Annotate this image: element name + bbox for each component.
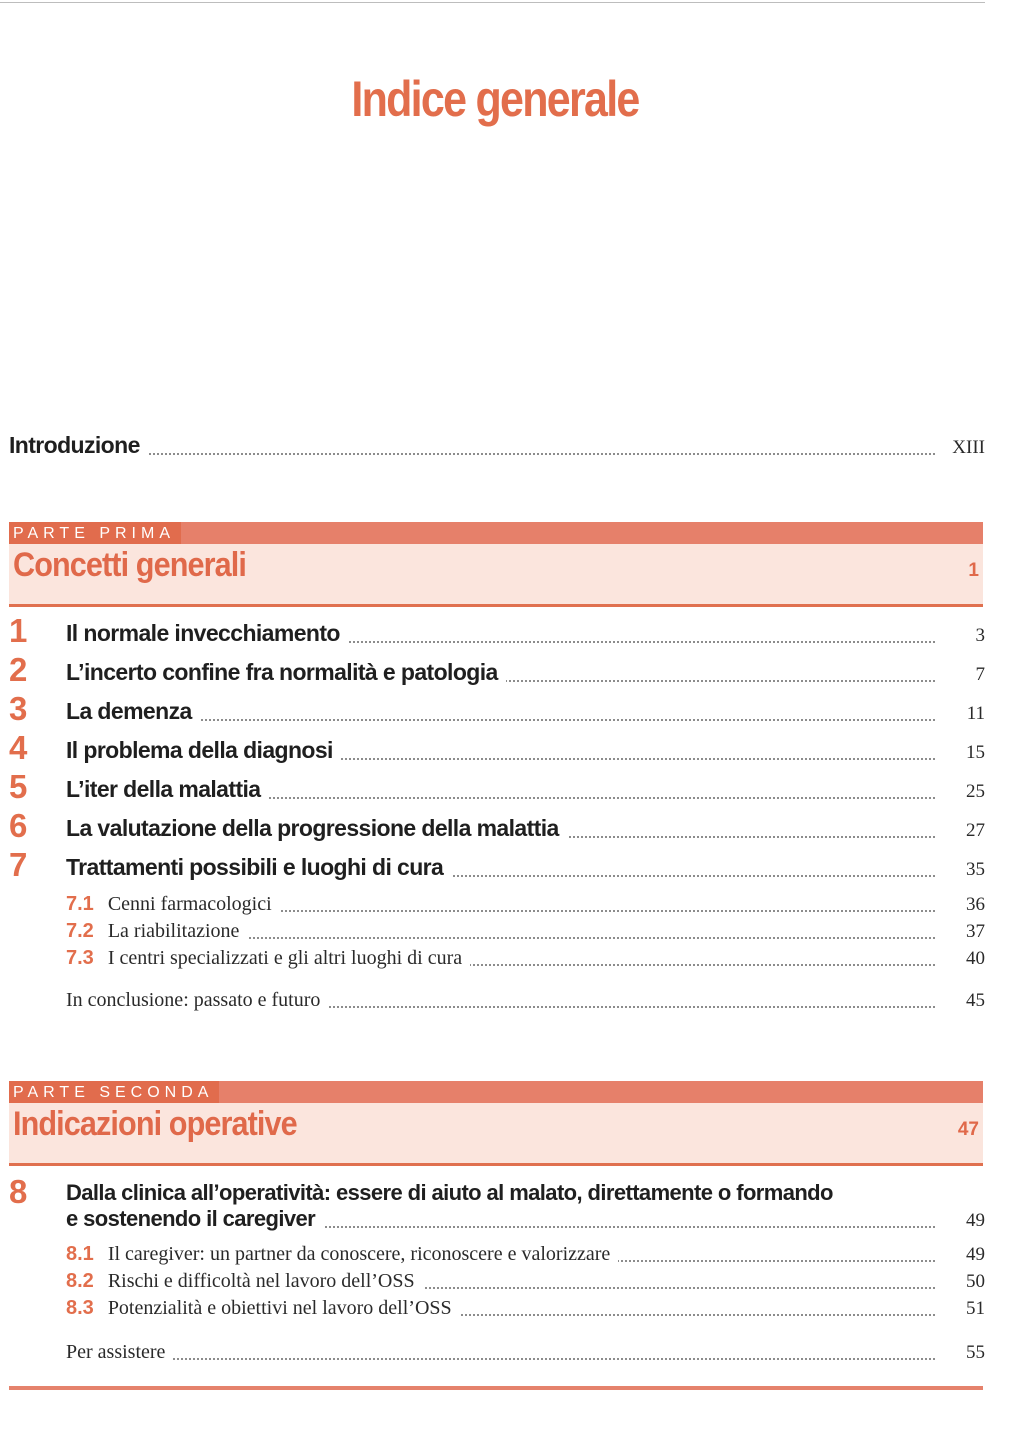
chapter-page: 11 [957, 703, 985, 725]
part-title: Indicazioni operative [13, 1105, 297, 1143]
chapter-title: Il problema della diagnosi [66, 737, 341, 764]
chapter-number: 5 [9, 768, 28, 805]
section-title: Il caregiver: un partner da conoscere, riconoscere e valorizzare [107, 1243, 611, 1265]
section-number: 8.3 [66, 1297, 94, 1319]
bottom-rule [9, 1386, 983, 1390]
chapter-title-line2: e sostenendo il caregiver [66, 1206, 323, 1232]
section-title-wrap [66, 1297, 460, 1320]
chapter-title: Trattamenti possibili e luoghi di cura [66, 854, 451, 881]
section-title-wrap [66, 920, 247, 943]
part-title: Concetti generali [13, 546, 246, 584]
toc-chapter-1[interactable] [0, 612, 985, 650]
part-header-parte-prima[interactable] [9, 522, 983, 607]
section-title-wrap [66, 947, 470, 970]
toc-entry-label: Introduzione [9, 432, 148, 459]
chapter-page: 7 [966, 664, 986, 686]
toc-chapter-4[interactable] [0, 729, 985, 767]
chapter-page: 25 [956, 781, 985, 803]
entry-page: 45 [956, 990, 985, 1012]
part-page: 1 [968, 560, 979, 581]
part-header-parte-seconda[interactable] [9, 1081, 983, 1166]
part-kicker: PARTE PRIMA [9, 522, 181, 544]
section-title: I centri specializzati e gli altri luoghi di cura [107, 947, 463, 969]
toc-entry-introduzione[interactable] [0, 432, 985, 462]
section-number: 7.3 [66, 947, 94, 969]
dot-leader [66, 1358, 935, 1360]
entry-title: In conclusione: passato e futuro [66, 989, 328, 1012]
section-page: 49 [956, 1244, 985, 1266]
toc-section-7-1[interactable] [0, 893, 985, 919]
toc-section-8-3[interactable] [0, 1297, 985, 1323]
section-page: 36 [956, 894, 985, 916]
section-number: 7.1 [66, 893, 94, 915]
toc-chapter-5[interactable] [0, 768, 985, 806]
chapter-number: 7 [9, 846, 28, 883]
toc-chapter-8-cont[interactable] [0, 1205, 985, 1235]
toc-entry-in-conclusione[interactable] [0, 989, 985, 1015]
section-title-wrap [66, 1243, 618, 1266]
page-title: Indice generale [351, 70, 639, 127]
section-number: 7.2 [66, 920, 94, 942]
dot-leader [9, 453, 935, 455]
chapter-number: 1 [9, 612, 28, 649]
chapter-title: La valutazione della progressione della malattia [66, 815, 567, 842]
toc-chapter-2[interactable] [0, 651, 985, 689]
section-title: Cenni farmacologici [107, 893, 272, 915]
entry-title: Per assistere [66, 1341, 173, 1364]
entry-page: 55 [956, 1342, 985, 1364]
toc-section-7-2[interactable] [0, 920, 985, 946]
chapter-title: Il normale invecchiamento [66, 620, 348, 647]
chapter-number: 8 [9, 1173, 28, 1210]
section-number: 8.2 [66, 1270, 94, 1292]
chapter-title-line1: Dalla clinica all’operatività: essere di aiuto al malato, direttamente o formando [66, 1180, 841, 1206]
section-title-wrap [66, 1270, 423, 1293]
toc-entry-page: XIII [942, 437, 985, 459]
section-title-wrap [66, 893, 280, 916]
chapter-number: 2 [9, 651, 28, 688]
chapter-title: La demenza [66, 698, 200, 725]
section-number: 8.1 [66, 1243, 94, 1265]
chapter-page: 15 [956, 742, 985, 764]
top-rule [0, 2, 985, 3]
chapter-page: 27 [956, 820, 985, 842]
section-page: 40 [956, 948, 985, 970]
section-title: La riabilitazione [107, 920, 240, 942]
toc-entry-per-assistere[interactable] [0, 1341, 985, 1367]
toc-chapter-3[interactable] [0, 690, 985, 728]
part-page: 47 [957, 1119, 979, 1140]
toc-chapter-6[interactable] [0, 807, 985, 845]
part-kicker: PARTE SECONDA [9, 1081, 219, 1103]
toc-section-7-3[interactable] [0, 947, 985, 973]
toc-section-8-2[interactable] [0, 1270, 985, 1296]
chapter-page: 49 [956, 1210, 985, 1232]
section-page: 50 [956, 1271, 985, 1293]
toc-section-8-1[interactable] [0, 1243, 985, 1269]
chapter-number: 3 [9, 690, 28, 727]
toc-chapter-8[interactable] [0, 1173, 985, 1210]
section-page: 51 [956, 1298, 985, 1320]
chapter-title: L’incerto confine fra normalità e patologia [66, 659, 506, 686]
chapter-page: 3 [966, 625, 986, 647]
chapter-title: L’iter della malattia [66, 776, 268, 803]
chapter-page: 35 [956, 859, 985, 881]
chapter-number: 4 [9, 729, 28, 766]
chapter-number: 6 [9, 807, 28, 844]
section-title: Rischi e difficoltà nel lavoro dell’OSS [107, 1270, 415, 1292]
toc-chapter-7[interactable] [0, 846, 985, 884]
section-page: 37 [956, 921, 985, 943]
section-title: Potenzialità e obiettivi nel lavoro dell’OSS [107, 1297, 452, 1319]
